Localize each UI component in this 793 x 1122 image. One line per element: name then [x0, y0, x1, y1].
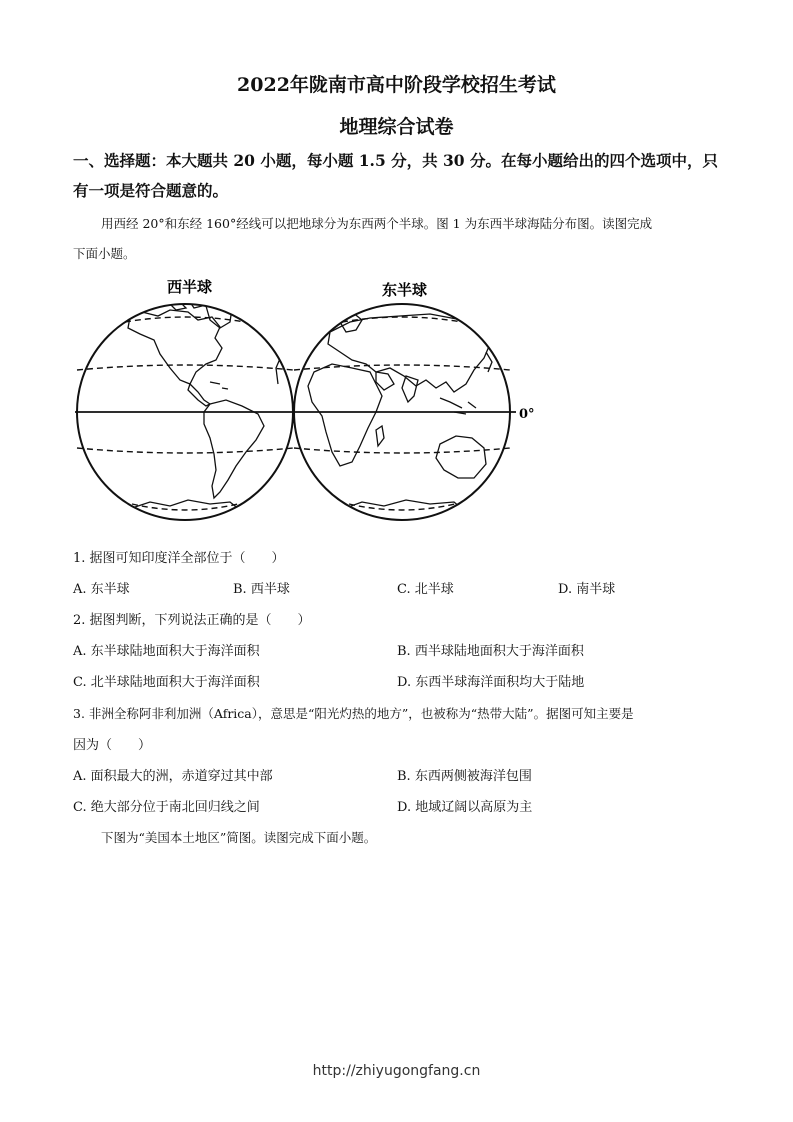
question-1-stem: 1. 据图可知印度洋全部位于（ ） [73, 551, 285, 566]
north-america-outline [128, 310, 222, 384]
intro-line2: 下面小题。 [73, 246, 136, 261]
question-3-option-c: C. 绝大部分位于南北回归线之间 [73, 800, 260, 815]
question-1-option-a: A. 东半球 [73, 582, 130, 597]
question-3-option-a: A. 面积最大的洲，赤道穿过其中部 [73, 769, 273, 784]
question-1-option-c: C. 北半球 [397, 582, 454, 597]
question-1-option-b: B. 西半球 [233, 582, 290, 597]
antarctica-east-outline [340, 500, 466, 534]
question-2-option-a: A. 东半球陆地面积大于海洋面积 [73, 644, 260, 659]
section-heading-line2: 有一项是符合题意的。 [73, 181, 229, 200]
hemisphere-map-figure [70, 272, 540, 534]
section-heading-line1: 一、选择题：本大题共 20 小题，每小题 1.5 分，共 30 分。在每小题给出的四个选项中，只 [73, 151, 718, 170]
next-figure-intro: 下图为“美国本土地区”简图。读图完成下面小题。 [101, 830, 377, 845]
antarctica-west-outline [130, 500, 240, 534]
central-america-outline [188, 384, 210, 406]
south-america-outline [204, 400, 264, 498]
question-3-option-d: D. 地域辽阔以高原为主 [397, 800, 533, 815]
question-2-option-c: C. 北半球陆地面积大于海洋面积 [73, 675, 260, 690]
question-3-stem-line1: 3. 非洲全称阿非利加洲（Africa），意思是“阳光灼热的地方”，也被称为“热带大陆”。据图可知主要是 [73, 706, 634, 721]
question-3-stem-line2: 因为（ ） [73, 738, 152, 753]
australia-outline [436, 436, 486, 478]
equator-label: 0° [519, 407, 535, 422]
question-2-option-b: B. 西半球陆地面积大于海洋面积 [397, 644, 584, 659]
east-hemisphere-globe [294, 304, 510, 534]
exam-subtitle: 地理综合试卷 [339, 116, 454, 138]
question-1-option-d: D. 南半球 [558, 582, 616, 597]
question-2-option-d: D. 东西半球海洋面积均大于陆地 [397, 675, 585, 690]
question-3-option-b: B. 东西两侧被海洋包围 [397, 769, 532, 784]
exam-title: 2022年陇南市高中阶段学校招生考试 [237, 74, 556, 96]
east-hemisphere-label: 东半球 [382, 281, 428, 299]
west-hemisphere-globe [77, 300, 293, 534]
footer-url[interactable]: http://zhiyugongfang.cn [312, 1063, 481, 1079]
intro-line1: 用西经 20°和东经 160°经线可以把地球分为东西两个半球。图 1 为东西半球海陆分布图。读图完成 [101, 216, 653, 231]
question-2-stem: 2. 据图判断，下列说法正确的是（ ） [73, 613, 311, 628]
west-hemisphere-label: 西半球 [167, 278, 213, 296]
